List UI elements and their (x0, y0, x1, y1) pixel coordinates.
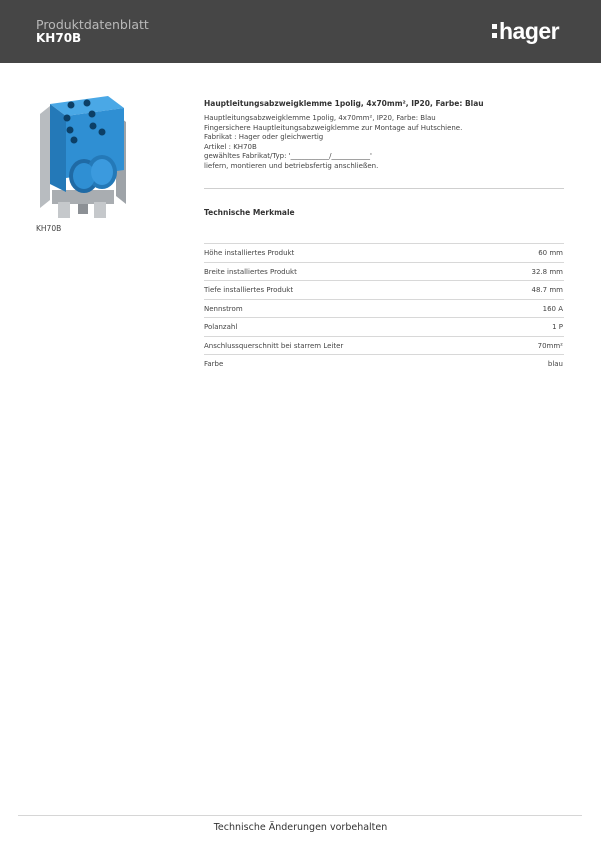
feature-label: Polanzahl (204, 323, 238, 331)
footer-divider (18, 815, 582, 816)
table-row (204, 243, 564, 262)
description-line: Hauptleitungsabzweigklemme 1polig, 4x70mm², IP20, Farbe: Blau (204, 114, 436, 122)
section-divider (204, 188, 564, 189)
features-table (204, 243, 564, 373)
logo-text: hager (499, 17, 560, 44)
feature-value: blau (547, 360, 563, 368)
feature-label: Nennstrom (204, 304, 243, 313)
feature-label: Höhe installiertes Produkt (204, 249, 295, 257)
features-title: Technische Merkmale (204, 208, 295, 217)
description-title: Hauptleitungsabzweigklemme 1polig, 4x70mm², IP20, Farbe: Blau (204, 99, 484, 108)
document-type-label: Produktdatenblatt (36, 17, 149, 32)
feature-value: 32.8 mm (531, 267, 563, 276)
table-row (204, 354, 564, 373)
description-line: Fabrikat : Hager oder gleichwertig (204, 133, 324, 142)
product-image (32, 92, 134, 224)
description-line: liefern, montieren und betriebsfertig anschließen. (204, 161, 379, 170)
description-line: Artikel : KH70B (204, 142, 257, 151)
description-line: Fingersichere Hauptleitungsabzweigklemme zur Montage auf Hutschiene. (204, 123, 463, 132)
table-row (204, 336, 564, 355)
description-line: gewähltes Fabrikat/Typ: '___________/___________' (204, 152, 372, 161)
feature-label: Tiefe installiertes Produkt (204, 286, 294, 294)
feature-value: 48.7 mm (531, 286, 563, 294)
table-row (204, 299, 564, 318)
table-row (204, 280, 564, 299)
logo-mark (492, 24, 497, 38)
hager-logo (492, 16, 568, 46)
feature-label: Anschlussquerschnitt bei starrem Leiter (204, 341, 344, 350)
table-row (204, 317, 564, 336)
feature-value: 160 A (542, 304, 563, 313)
feature-value: 60 mm (538, 249, 563, 257)
page-header (0, 0, 601, 63)
feature-value: 1 P (552, 323, 563, 331)
feature-value: 70mm² (537, 341, 563, 350)
feature-label: Farbe (204, 360, 224, 368)
footer-note: Technische Änderungen vorbehalten (213, 822, 388, 833)
table-row (204, 262, 564, 281)
product-code: KH70B (36, 31, 82, 45)
product-description (204, 99, 564, 172)
feature-label: Breite installiertes Produkt (204, 267, 297, 276)
image-caption: KH70B (36, 224, 62, 233)
